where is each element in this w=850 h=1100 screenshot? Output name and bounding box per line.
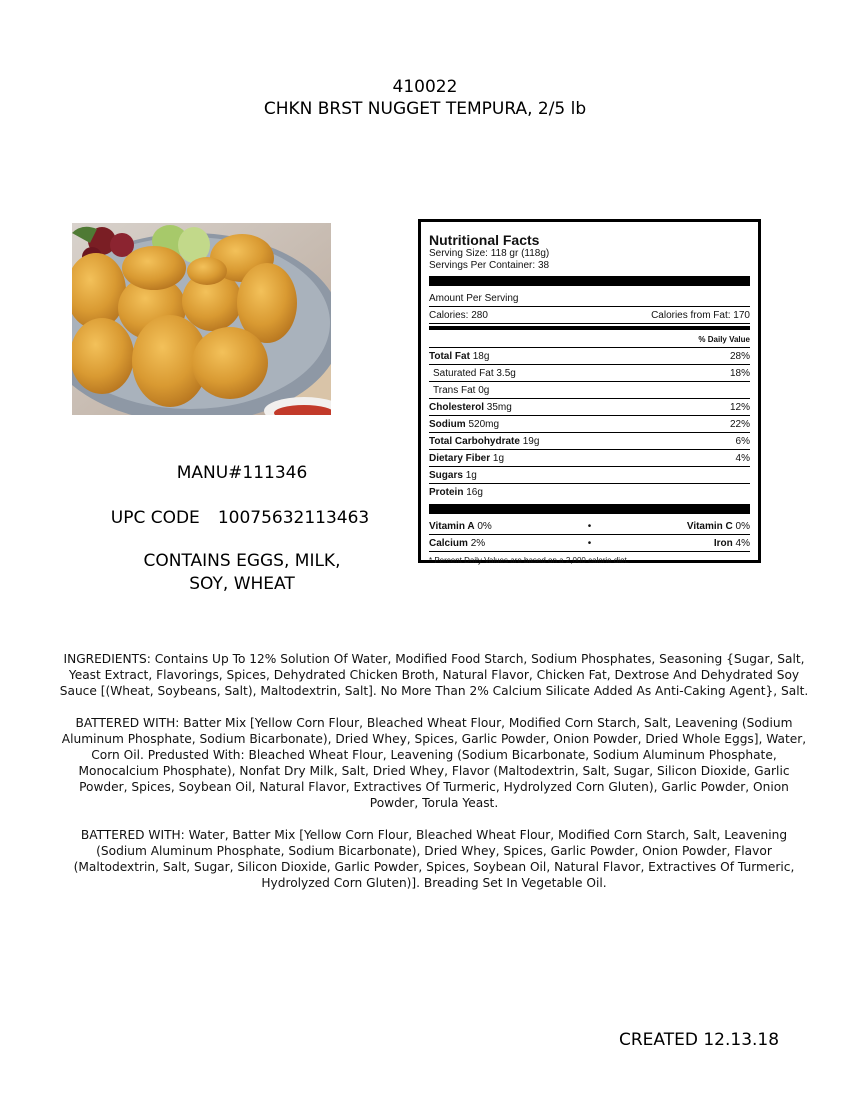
sodium-row (429, 416, 750, 433)
saturated-fat-label: Saturated Fat 3.5g (433, 367, 516, 379)
amount-per-serving-row (429, 290, 750, 307)
chicken-nuggets-image (72, 223, 331, 415)
mineral-row (429, 535, 750, 552)
saturated-fat-row (429, 365, 750, 382)
iron-label: Iron (713, 537, 733, 549)
trans-fat-row (429, 382, 750, 399)
created-date: CREATED 12.13.18 (619, 1030, 780, 1050)
carbohydrate-label: Total Carbohydrate (429, 435, 520, 447)
ingredients-paragraph: INGREDIENTS: Contains Up To 12% Solution Of Water, Modified Food Starch, Sodium Phosphates, Seasoning {Sugar, Salt, Yeast Extract, Flavorings, Spices, Dehydrated Chicken Broth, Natural Flavor, Chicken Fat, Dextrose And Dehydrated Soy Sauce [(Wheat, Soybeans, Salt), Maltodextrin, Salt]. No More Than 2% Calcium Silicate Added As Anti-Caking Agent}, Salt. (59, 652, 809, 698)
thick-divider-2 (429, 504, 750, 514)
ingredients-section (55, 651, 813, 907)
manufacturer-number: MANU#111346 (176, 463, 308, 483)
bullet-separator: • (587, 520, 592, 532)
battered-with-paragraph: BATTERED WITH: Batter Mix [Yellow Corn Flour, Bleached Wheat Flour, Modified Corn Starch, Salt, Leavening (Sodium Aluminum Phosphate, Sodium Bicarbonate), Dried Whey, Spices, Garlic Powder, Onion Powder, Dried Whole Eggs], Water, Corn Oil. Predusted With: Bleached Wheat Flour, Leavening (Sodium Bicarbonate, Sodium Aluminum Phosphate, Monocalcium Phosphate), Nonfat Dry Milk, Salt, Dried Whey, Flavor (Maltodextrin, Salt, Sugar, Silicon Dioxide, Garlic Powder, Spices, Soybean Oil, Natural Flavor, Extractives Of Turmeric, Hydrolyzed Corn Gluten), Garlic Powder, Onion Powder, Torula Yeast. (61, 716, 807, 810)
nutrition-facts-panel (418, 219, 761, 563)
calories-row (429, 307, 750, 324)
daily-value-footnote: * Percent Daily Values are based on a 2,000 calorie diet. (429, 556, 629, 565)
thick-divider (429, 276, 750, 286)
amount-per-serving: Amount Per Serving (429, 292, 519, 304)
cholesterol-dv: 12% (729, 401, 750, 413)
product-photo (72, 223, 331, 415)
upc-value: 10075632113463 (217, 508, 370, 528)
battered-with-paragraph-2: BATTERED WITH: Water, Batter Mix [Yellow Corn Flour, Bleached Wheat Flour, Modified Corn Starch, Salt, Leavening (Sodium Aluminum Phosphate, Sodium Bicarbonate), Dried Whey, Spices, Garlic Powder, Onion Powder, Flavor (Maltodextrin, Salt, Sugar, Silicon Dioxide, Garlic Powder, Spices, Soybean Oil, Natural Flavor, Extractives Of Turmeric, Hydrolyzed Corn Gluten)]. Breading Set In Vegetable Oil. (73, 828, 795, 890)
protein-value: 16g (466, 486, 483, 498)
allergen-statement (92, 550, 392, 596)
medium-divider (429, 326, 750, 330)
nutrition-title: Nutritional Facts (429, 232, 540, 248)
fiber-value: 1g (492, 452, 505, 464)
vitamin-row (429, 518, 750, 535)
servings-per-container: Servings Per Container: 38 (429, 260, 550, 271)
sugars-row (429, 467, 750, 484)
upc-code (90, 507, 390, 529)
total-fat-label: Total Fat (429, 350, 470, 362)
sodium-label: Sodium (429, 418, 466, 430)
protein-row (429, 484, 750, 500)
cholesterol-value: 35mg (486, 401, 512, 413)
sugars-label: Sugars (429, 469, 463, 481)
sugars-value: 1g (465, 469, 477, 481)
serving-size: Serving Size: 118 gr (118g) (429, 248, 550, 259)
fiber-dv: 4% (735, 452, 750, 464)
calcium-label: Calcium (429, 537, 468, 549)
dv-header-text: % Daily Value (698, 335, 750, 344)
upc-label: UPC CODE (110, 508, 200, 528)
calories-from-fat: Calories from Fat: 170 (651, 309, 750, 321)
product-header (0, 76, 850, 120)
vitamin-a-value: 0% (477, 520, 492, 532)
bullet-separator: • (587, 537, 592, 549)
total-fat-dv: 28% (729, 350, 750, 362)
total-fat-value: 18g (472, 350, 490, 362)
sodium-value: 520mg (468, 418, 500, 430)
calcium-value: 2% (470, 537, 486, 549)
carbohydrate-value: 19g (522, 435, 540, 447)
carbohydrate-row (429, 433, 750, 450)
fiber-label: Dietary Fiber (429, 452, 491, 464)
product-name: CHKN BRST NUGGET TEMPURA, 2/5 lb (263, 99, 587, 119)
protein-label: Protein (429, 486, 464, 498)
cholesterol-label: Cholesterol (429, 401, 485, 413)
fiber-row (429, 450, 750, 467)
iron-value: 4% (735, 537, 750, 549)
item-number: 410022 (392, 77, 458, 97)
saturated-fat-dv: 18% (729, 367, 750, 379)
allergen-line-2: SOY, WHEAT (189, 574, 295, 594)
allergen-line-1: CONTAINS EGGS, MILK, (143, 551, 341, 571)
cholesterol-row (429, 399, 750, 416)
total-fat-row (429, 348, 750, 365)
carbohydrate-dv: 6% (735, 435, 750, 447)
calories: Calories: 280 (429, 309, 488, 321)
sodium-dv: 22% (729, 418, 750, 430)
vitamin-a-label: Vitamin A (429, 520, 475, 532)
daily-value-header (429, 332, 750, 348)
vitamin-c-value: 0% (735, 520, 750, 532)
vitamin-c-label: Vitamin C (686, 520, 733, 532)
trans-fat-label: Trans Fat 0g (433, 384, 490, 396)
